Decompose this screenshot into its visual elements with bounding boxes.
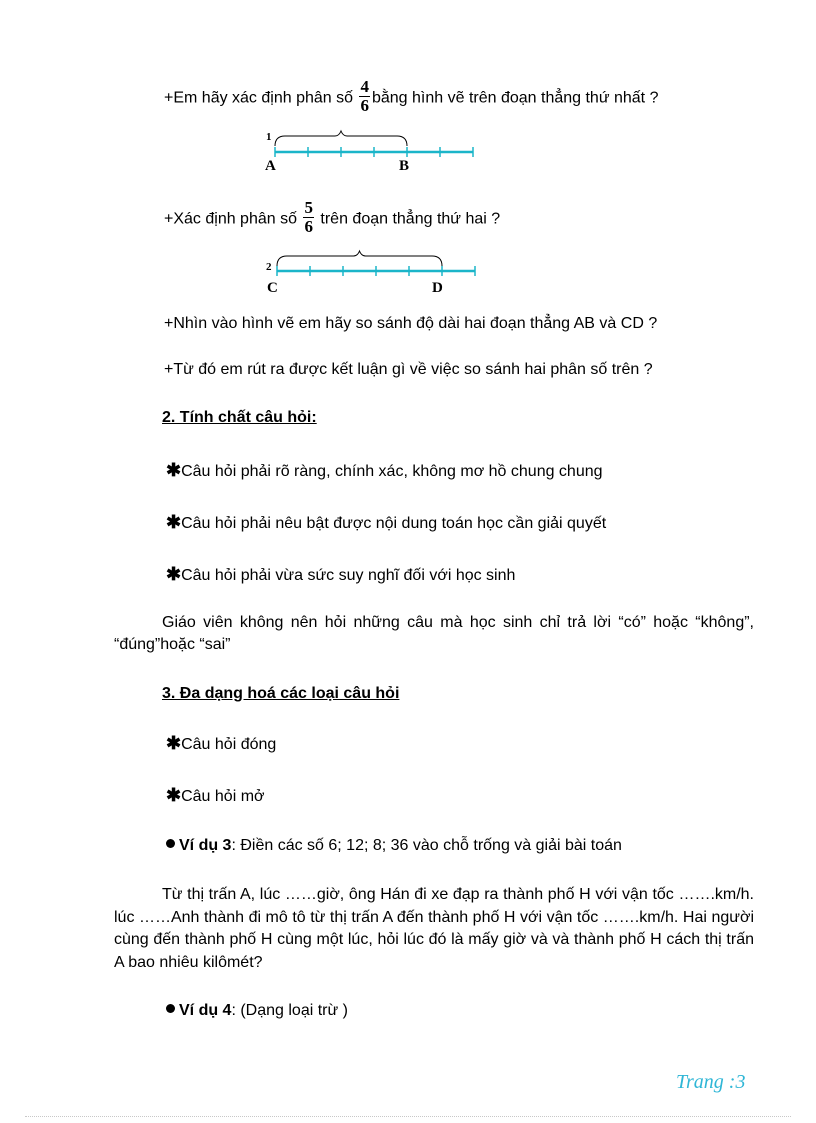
list-item xyxy=(166,564,515,585)
question-4: +Từ đó em rút ra được kết luận gì về việc so sánh hai phân số trên ? xyxy=(164,361,653,378)
example-3 xyxy=(166,837,622,855)
fraction-denominator: 6 xyxy=(360,96,369,115)
number-line-1 xyxy=(262,128,482,176)
point-label-c: C xyxy=(267,280,278,294)
example-3-label: Ví dụ 3 xyxy=(179,837,232,854)
section-3-heading: 3. Đa dạng hoá các loại câu hỏi xyxy=(162,685,400,702)
point-label-a: A xyxy=(265,158,276,174)
question-2 xyxy=(164,198,501,238)
question-1-text-before: +Em hãy xác định phân số xyxy=(164,89,354,107)
line-index-label: 2 xyxy=(266,261,272,273)
question-1-text-after: bằng hình vẽ trên đoạn thẳng thứ nhất ? xyxy=(371,89,659,107)
example-3-text: : Điền các số 6; 12; 8; 36 vào chỗ trống và giải bài toán xyxy=(231,837,622,854)
question-2-text-after: trên đoạn thẳng thứ hai ? xyxy=(320,210,501,228)
asterisk-icon: ✱ xyxy=(166,460,182,480)
fraction-numerator: 5 xyxy=(304,198,313,217)
segment-line-2 xyxy=(277,266,475,276)
fraction-4-6 xyxy=(359,78,370,115)
fraction-numerator: 4 xyxy=(360,77,369,96)
list-item xyxy=(166,733,276,754)
example-4-label: Ví dụ 4 xyxy=(179,1002,232,1019)
list-item xyxy=(166,460,603,481)
list-item-text: Câu hỏi phải nêu bật được nội dung toán học cần giải quyết xyxy=(181,515,607,532)
example-4 xyxy=(166,1002,348,1020)
question-2-text-before: +Xác định phân số xyxy=(164,210,297,228)
asterisk-icon: ✱ xyxy=(166,512,182,532)
question-1 xyxy=(164,77,659,117)
number-line-2 xyxy=(262,246,482,294)
list-item-text: Câu hỏi mở xyxy=(181,788,265,805)
list-item-text: Câu hỏi đóng xyxy=(181,736,277,753)
list-item-text: Câu hỏi phải rõ ràng, chính xác, không mơ hồ chung chung xyxy=(181,463,603,480)
teacher-note xyxy=(114,612,754,656)
point-label-d: D xyxy=(432,280,443,294)
example-3-body: Từ thị trấn A, lúc ……giờ, ông Hán đi xe đạp ra thành phố H với vận tốc …….km/h. lúc ……Anh thành đi mô tô từ thị trấn A đến thành phố H với vận tốc …….km/h. Hai người cùng đến thành phố H cùng một lúc, hỏi lúc đó là mấy giờ và và thành phố H cách thị trấn A bao nhiêu kilômét? xyxy=(114,886,754,971)
asterisk-icon: ✱ xyxy=(166,785,182,805)
question-3: +Nhìn vào hình vẽ em hãy so sánh độ dài hai đoạn thẳng AB và CD ? xyxy=(164,315,658,332)
asterisk-icon: ✱ xyxy=(166,733,182,753)
section-2-heading: 2. Tính chất câu hỏi: xyxy=(162,409,317,426)
teacher-note-text: Giáo viên không nên hỏi những câu mà học sinh chỉ trả lời “có” hoặc “không”, “đúng”hoặc “sai” xyxy=(114,614,754,653)
fraction-denominator: 6 xyxy=(304,217,313,236)
bullet-dot-icon xyxy=(166,1004,175,1013)
footer-divider xyxy=(25,1116,791,1117)
segment-line-1 xyxy=(275,147,473,157)
list-item xyxy=(166,512,606,533)
bullet-dot-icon xyxy=(166,839,175,848)
line-index-label: 1 xyxy=(266,131,272,143)
list-item xyxy=(166,785,265,806)
curly-brace-icon xyxy=(277,251,442,266)
point-label-b: B xyxy=(399,158,410,174)
fraction-5-6 xyxy=(303,199,314,236)
curly-brace-icon xyxy=(275,131,407,146)
page-number: Trang :3 xyxy=(676,1071,746,1093)
list-item-text: Câu hỏi phải vừa sức suy nghĩ đối với học sinh xyxy=(181,567,516,584)
example-4-text: : (Dạng loại trừ ) xyxy=(231,1002,348,1019)
asterisk-icon: ✱ xyxy=(166,564,182,584)
